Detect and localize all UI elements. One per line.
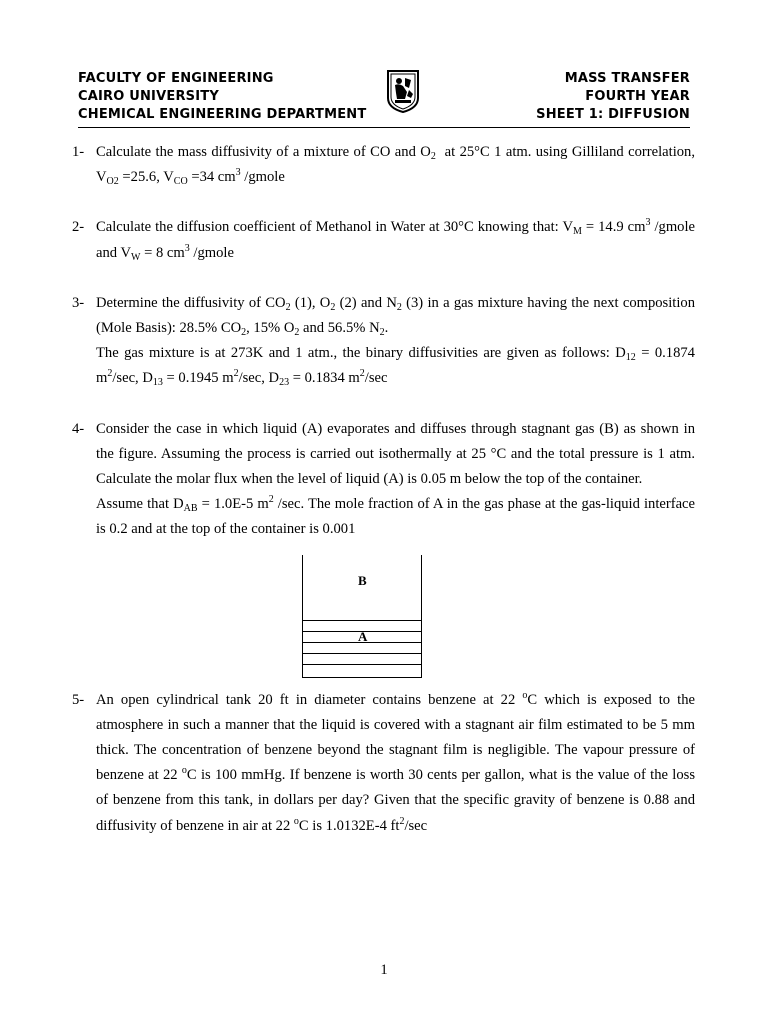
header-left-block: [78, 70, 366, 124]
question-text: Calculate the diffusion coefficient of Methanol in Water at 30°C knowing that: $V_M = 14.9$ $cm^3$ /gmole and $V_W = 8$ $cm^3$ /gmole: [96, 217, 696, 263]
liquid-layer-line: [302, 653, 422, 654]
container-bottom: [302, 677, 422, 678]
question-1: [72, 140, 695, 190]
question-text: An open cylindrical tank 20 ft in diameter contains benzene at 22 $^o$C which is exposed to the atmosphere in such a manner that the liquid is covered with a stagnant air film estimated to be 5 mm thick. The concentration of benzene beyond the stagnant film is negligible. The vapour pressure of benzene at 22 $^o$C is 100 mmHg. If benzene is worth 30 cents per gallon, what is the value of the loss of benzene from this tank, in dollars per day? Given that the specific gravity of benzene is 0.88 and diffusivity of benzene in air at 22 $^o$C is 1.0132E-4 $ft^2/\sec$: [96, 689, 696, 834]
cairo-university-emblem-icon: [385, 68, 421, 114]
question-text: Consider the case in which liquid (A) evaporates and diffuses through stagnant gas (B) as shown in the figure. Assuming the process is carried out isothermally at 25 °C and the total pressure is 1 atm. Calculate the molar flux when the level of liquid (A) is 0.05 m below the top of the container.: [96, 420, 695, 488]
liquid-layer-line: [302, 664, 422, 665]
container-right-wall: [421, 555, 422, 678]
year-level: FOURTH YEAR: [585, 89, 690, 104]
liquid-level-line: [302, 620, 422, 621]
sheet-title: SHEET 1: DIFFUSION: [536, 107, 690, 122]
question-number: 1-: [72, 144, 85, 160]
question-number: 3-: [72, 294, 85, 311]
question-number: 2-: [72, 219, 85, 236]
question-3: [72, 291, 695, 392]
page-number: 1: [380, 962, 388, 978]
department-name: CHEMICAL ENGINEERING DEPARTMENT: [78, 107, 367, 122]
course-name: MASS TRANSFER: [564, 71, 690, 86]
question-text: Determine the diffusivity of $CO_2$ (1), $O_2$ (2) and $N_2$ (3) in a gas mixture having the next composition (Mole Basis): 28.5% $CO_2$, 15% $O_2$ and 56.5% $N_2$.: [96, 294, 695, 339]
liquid-label: A: [358, 628, 368, 644]
question-number: 5-: [72, 691, 85, 708]
question-text-continued: Assume that $D_{AB} = 1.0E-5$ $m^2$ /sec. The mole fraction of A in the gas phase at the gas-liquid interface is 0.2 and at the top of the container is 0.001: [96, 494, 696, 538]
university-name: CAIRO UNIVERSITY: [78, 89, 219, 104]
faculty-name: FACULTY OF ENGINEERING: [78, 71, 274, 86]
question-text: Calculate the mass diffusivity of a mixture of CO and $O_2$ at 25°C 1 atm. using Gilliland correlation, $V_{O2} =25.6$, $V_{CO} =34$ $cm^3$ /gmole: [96, 144, 695, 188]
question-2: [72, 215, 695, 265]
header-rule: [78, 127, 690, 128]
question-number: 4-: [72, 420, 85, 437]
header-right-block: [536, 70, 690, 124]
question-text-continued: The gas mixture is at 273K and 1 atm., the binary diffusivities are given as follows: $D_{12} = 0.1874$ $m^2/\sec$, $D_{13} = 0.1945$ $m^2/\sec$, $D_{23} = 0.1834$ $m^2/\sec$: [96, 345, 695, 389]
document-header: [78, 70, 690, 126]
question-5: [72, 688, 695, 839]
question-list: [72, 140, 695, 839]
gas-label: B: [358, 572, 367, 588]
evaporation-container-figure: [302, 555, 422, 680]
container-left-wall: [302, 555, 303, 678]
question-4: [72, 417, 695, 543]
